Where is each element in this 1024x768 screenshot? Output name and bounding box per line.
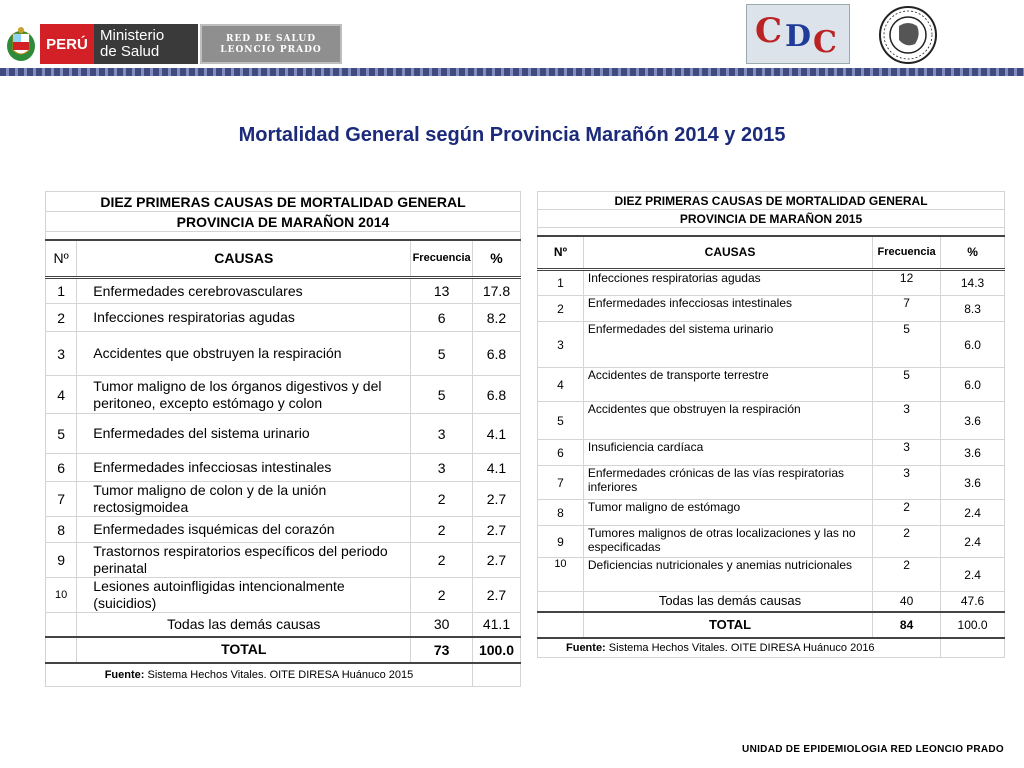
empty-cell: [941, 638, 1005, 658]
row-number: 6: [538, 440, 584, 466]
others-percent: 47.6: [941, 592, 1005, 612]
row-percent: 8.3: [941, 296, 1005, 322]
table-row: [46, 414, 521, 454]
row-frequency: 2: [411, 517, 473, 543]
others-percent: 41.1: [472, 613, 520, 637]
row-number: 8: [46, 517, 77, 543]
row-number: 10: [46, 578, 77, 613]
row-cause: Enfermedades del sistema urinario: [77, 414, 411, 454]
red-line1: RED DE SALUD: [225, 34, 317, 44]
ministry-line1: Ministerio: [100, 27, 165, 44]
row-number: 1: [46, 278, 77, 304]
row-frequency: 2: [411, 482, 473, 517]
row-number: 5: [46, 414, 77, 454]
row-number: 5: [538, 402, 584, 440]
spacer-row: [46, 232, 521, 240]
table-row: [538, 466, 1005, 500]
row-number: 10: [538, 558, 584, 592]
row-number: 9: [46, 543, 77, 578]
row-frequency: 3: [873, 466, 941, 500]
row-number: 2: [538, 296, 584, 322]
row-cause: Enfermedades infecciosas intestinales: [77, 454, 411, 482]
row-number: 7: [46, 482, 77, 517]
others-label: Todas las demás causas: [583, 592, 872, 612]
row-cause: Enfermedades crónicas de las vías respiratorias inferiores: [583, 466, 872, 500]
table-row: [538, 402, 1005, 440]
total-row: [46, 637, 521, 663]
cdc-letter-c2: C: [813, 25, 837, 60]
row-frequency: 3: [411, 414, 473, 454]
header: [0, 0, 1024, 80]
row-cause: Tumor maligno de los órganos digestivos y del peritoneo, excepto estómago y colon: [77, 376, 411, 414]
source-row: [46, 663, 521, 687]
table-row: [46, 517, 521, 543]
col-header-number: Nº: [538, 236, 584, 270]
empty-cell: [472, 663, 520, 687]
row-percent: 2.4: [941, 558, 1005, 592]
row-frequency: 2: [873, 526, 941, 558]
row-frequency: 5: [411, 332, 473, 376]
row-percent: 2.7: [472, 517, 520, 543]
source-row: [538, 638, 1005, 658]
row-percent: 2.4: [941, 500, 1005, 526]
table-title: DIEZ PRIMERAS CAUSAS DE MORTALIDAD GENERAL: [46, 192, 521, 212]
mortality-table-2014: [45, 191, 521, 687]
row-percent: 3.6: [941, 402, 1005, 440]
table-row: [46, 543, 521, 578]
total-label: TOTAL: [583, 612, 872, 638]
row-cause: Tumores malignos de otras localizaciones y las no especificadas: [583, 526, 872, 558]
row-percent: 4.1: [472, 454, 520, 482]
table-row: [538, 322, 1005, 368]
mortality-table-2015: [537, 191, 1005, 658]
row-number: 9: [538, 526, 584, 558]
col-header-number: Nº: [46, 240, 77, 278]
row-cause: Infecciones respiratorias agudas: [77, 304, 411, 332]
source-note: [46, 663, 473, 687]
row-number: 4: [538, 368, 584, 402]
row-frequency: 5: [411, 376, 473, 414]
cdc-letter-d: D: [785, 19, 812, 54]
row-cause: Tumor maligno de estómago: [583, 500, 872, 526]
row-cause: Trastornos respiratorios específicos del periodo perinatal: [77, 543, 411, 578]
source-prefix: Fuente:: [566, 641, 606, 654]
row-frequency: 3: [873, 402, 941, 440]
row-number: 1: [538, 270, 584, 296]
row-frequency: 12: [873, 270, 941, 296]
others-frequency: 30: [411, 613, 473, 637]
row-percent: 3.6: [941, 440, 1005, 466]
row-percent: 4.1: [472, 414, 520, 454]
total-percent: 100.0: [941, 612, 1005, 638]
row-cause: Accidentes de transporte terrestre: [583, 368, 872, 402]
empty-cell: [46, 613, 77, 637]
row-number: 8: [538, 500, 584, 526]
row-number: 3: [538, 322, 584, 368]
source-note: [538, 638, 941, 658]
row-percent: 8.2: [472, 304, 520, 332]
empty-cell: [538, 612, 584, 638]
col-header-percent: %: [472, 240, 520, 278]
table-row: [46, 332, 521, 376]
row-frequency: 3: [411, 454, 473, 482]
empty-cell: [538, 592, 584, 612]
row-percent: 6.0: [941, 322, 1005, 368]
table-row: [46, 482, 521, 517]
row-percent: 14.3: [941, 270, 1005, 296]
row-cause: Lesiones autoinfligidas intencionalmente (suicidios): [77, 578, 411, 613]
row-number: 3: [46, 332, 77, 376]
row-percent: 3.6: [941, 466, 1005, 500]
col-header-causas: CAUSAS: [583, 236, 872, 270]
row-cause: Enfermedades cerebrovasculares: [77, 278, 411, 304]
row-cause: Insuficiencia cardíaca: [583, 440, 872, 466]
col-header-causas: CAUSAS: [77, 240, 411, 278]
row-cause: Enfermedades isquémicas del corazón: [77, 517, 411, 543]
table-row: [538, 296, 1005, 322]
row-cause: Infecciones respiratorias agudas: [583, 270, 872, 296]
cdc-letter-c1: C: [755, 11, 783, 51]
table-row: [538, 558, 1005, 592]
header-divider: [0, 68, 1024, 76]
row-cause: Accidentes que obstruyen la respiración: [583, 402, 872, 440]
table-row: [46, 578, 521, 613]
row-cause: Tumor maligno de colon y de la unión rectosigmoidea: [77, 482, 411, 517]
row-frequency: 5: [873, 322, 941, 368]
row-cause: Enfermedades infecciosas intestinales: [583, 296, 872, 322]
source-prefix: Fuente:: [104, 668, 145, 681]
ministry-logo: [94, 24, 198, 64]
row-cause: Accidentes que obstruyen la respiración: [77, 332, 411, 376]
others-row: [538, 592, 1005, 612]
table-subtitle: PROVINCIA DE MARAÑON 2015: [538, 210, 1005, 228]
row-number: 6: [46, 454, 77, 482]
table-title: DIEZ PRIMERAS CAUSAS DE MORTALIDAD GENERAL: [538, 192, 1005, 210]
row-percent: 6.8: [472, 332, 520, 376]
row-percent: 17.8: [472, 278, 520, 304]
row-percent: 6.8: [472, 376, 520, 414]
row-number: 4: [46, 376, 77, 414]
table-row: [46, 454, 521, 482]
table-row: [538, 440, 1005, 466]
cdc-logo: [746, 4, 850, 64]
source-text: Sistema Hechos Vitales. OITE DIRESA Huánuco 2016: [605, 641, 875, 654]
row-frequency: 2: [411, 578, 473, 613]
others-label: Todas las demás causas: [77, 613, 411, 637]
others-frequency: 40: [873, 592, 941, 612]
col-header-frecuencia: Frecuencia: [411, 240, 473, 278]
total-percent: 100.0: [472, 637, 520, 663]
row-frequency: 2: [411, 543, 473, 578]
ministry-line2: de Salud: [100, 43, 160, 60]
total-label: TOTAL: [77, 637, 411, 663]
senace-seal-icon: [872, 4, 944, 66]
table-row: [46, 278, 521, 304]
row-frequency: 7: [873, 296, 941, 322]
row-frequency: 6: [411, 304, 473, 332]
total-frequency: 73: [411, 637, 473, 663]
total-frequency: 84: [873, 612, 941, 638]
table-row: [46, 304, 521, 332]
row-percent: 2.4: [941, 526, 1005, 558]
row-frequency: 2: [873, 558, 941, 592]
row-percent: 6.0: [941, 368, 1005, 402]
page-title: Mortalidad General según Provincia Marañón 2014 y 2015: [238, 124, 786, 146]
row-frequency: 5: [873, 368, 941, 402]
total-row: [538, 612, 1005, 638]
peru-coat-of-arms-icon: [4, 24, 38, 64]
row-percent: 2.7: [472, 482, 520, 517]
others-row: [46, 613, 521, 637]
row-cause: Deficiencias nutricionales y anemias nutricionales: [583, 558, 872, 592]
table-subtitle: PROVINCIA DE MARAÑON 2014: [46, 212, 521, 232]
row-frequency: 13: [411, 278, 473, 304]
table-row: [538, 526, 1005, 558]
source-text: Sistema Hechos Vitales. OITE DIRESA Huánuco 2015: [144, 668, 414, 681]
row-number: 2: [46, 304, 77, 332]
peru-label: PERÚ: [46, 35, 88, 53]
table-row: [538, 500, 1005, 526]
peru-logo: [40, 24, 94, 64]
footer-unit-label: UNIDAD DE EPIDEMIOLOGIA RED LEONCIO PRADO: [742, 744, 1004, 755]
red-de-salud-logo: [200, 24, 342, 64]
red-line2: LEONCIO PRADO: [220, 45, 322, 55]
row-number: 7: [538, 466, 584, 500]
row-frequency: 3: [873, 440, 941, 466]
row-percent: 2.7: [472, 543, 520, 578]
spacer-row: [538, 228, 1005, 236]
table-row: [46, 376, 521, 414]
row-percent: 2.7: [472, 578, 520, 613]
row-cause: Enfermedades del sistema urinario: [583, 322, 872, 368]
col-header-frecuencia: Frecuencia: [873, 236, 941, 270]
table-row: [538, 270, 1005, 296]
table-row: [538, 368, 1005, 402]
empty-cell: [46, 637, 77, 663]
row-frequency: 2: [873, 500, 941, 526]
col-header-percent: %: [941, 236, 1005, 270]
